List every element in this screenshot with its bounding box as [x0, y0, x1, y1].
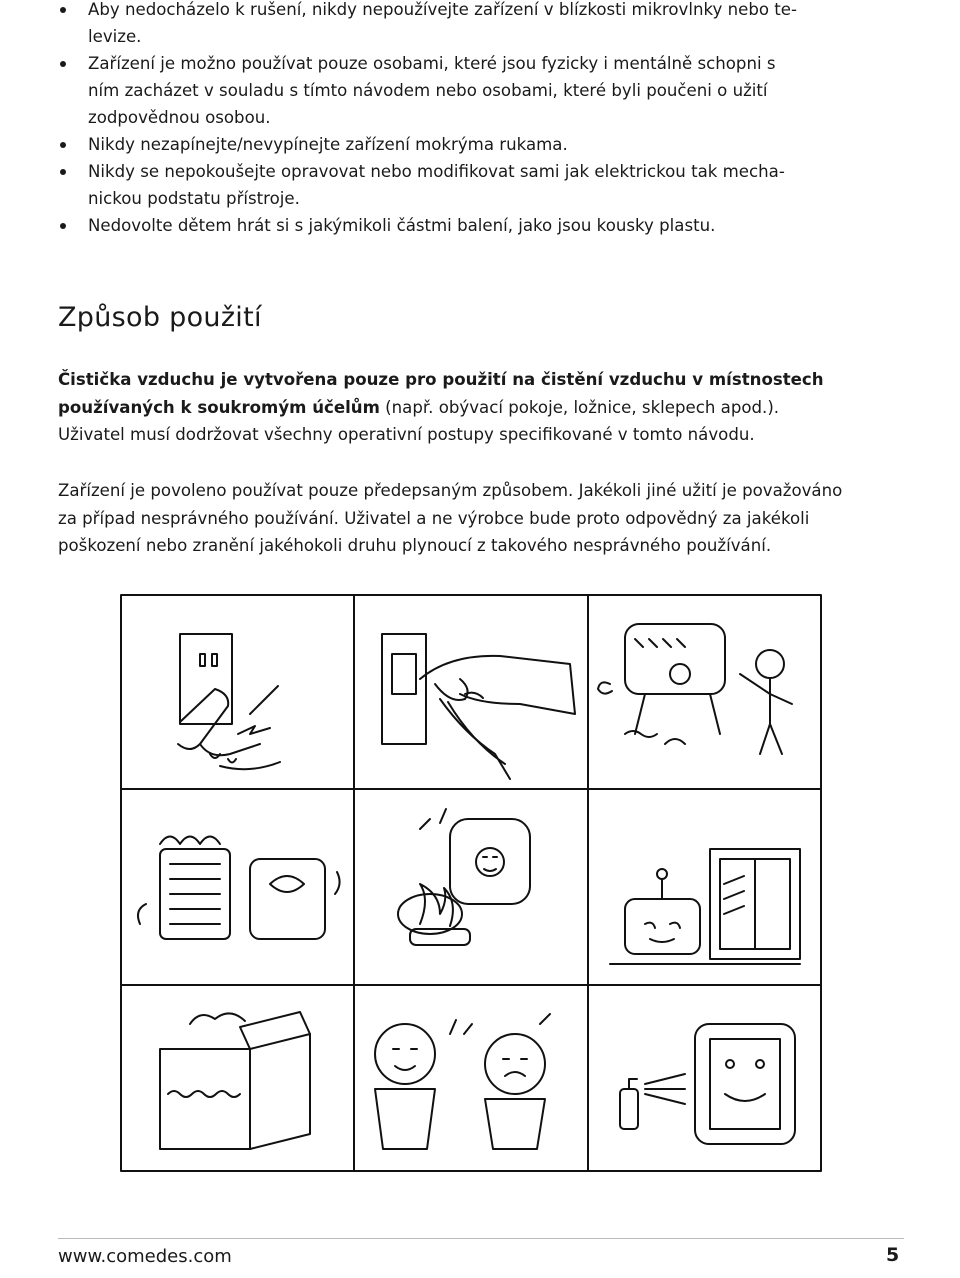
bullet-dot	[60, 7, 66, 13]
intro-bold-text: Čistička vzduchu je vytvořena pouze pro použití na čistění vzduchu v místnostech	[58, 370, 824, 389]
intro-text: Uživatel musí dodržovat všechny operativní postupy specifikované v tomto návodu.	[58, 425, 755, 444]
bullet-item	[58, 50, 898, 131]
warning-illustration-grid	[120, 594, 822, 1172]
bullet-text: Nedovolte dětem hrát si s jakýmikoli částmi balení, jako jsou kousky plastu.	[88, 216, 716, 235]
bullet-dot	[60, 223, 66, 229]
bullet-dot	[60, 169, 66, 175]
section-title: Způsob použití	[58, 302, 262, 333]
bullet-text: Aby nedocházelo k rušení, nikdy nepoužívejte zařízení v blízkosti mikrovlnky nebo te-	[88, 0, 797, 19]
device-covered-icon	[160, 1012, 310, 1149]
usage-text: za případ nesprávného používání. Uživatel a ne výrobce bude proto odpovědný za jakékoli	[58, 508, 810, 528]
intro-paragraph	[58, 366, 918, 449]
usage-text: poškození nebo zranění jakéhokoli druhu plynoucí z takového nesprávného používání.	[58, 536, 772, 555]
device-spray-aerosol-icon	[620, 1024, 795, 1144]
device-near-fire-icon	[398, 809, 530, 945]
bullet-text: levize.	[88, 27, 142, 46]
bullet-item	[58, 212, 898, 239]
child-touching-device-icon	[598, 624, 792, 754]
usage-text: Zařízení je povoleno používat pouze předepsaným způsobem. Jakékoli jiné užití je považováno	[58, 481, 843, 500]
bullet-text: Nikdy se nepokoušejte opravovat nebo modifikovat sami jak elektrickou tak mecha-	[88, 162, 785, 181]
pulling-plug-by-cord-icon	[382, 634, 575, 779]
safety-bullet-list	[58, 0, 898, 239]
bullet-text: zodpovědnou osobou.	[88, 108, 271, 127]
bullet-item	[58, 131, 898, 158]
usage-paragraph	[58, 477, 918, 560]
footer-url: www.comedes.com	[58, 1246, 232, 1267]
device-water-spill-icon	[375, 1014, 550, 1149]
bullet-item	[58, 158, 898, 212]
bullet-dot	[60, 61, 66, 67]
intro-bold-text: používaných k soukromým účelům	[58, 397, 380, 417]
bullet-text: Nikdy nezapínejte/nevypínejte zařízení mokrýma rukama.	[88, 135, 568, 154]
bullet-item	[58, 0, 898, 50]
bullet-text: ním zacházet v souladu s tímto návodem nebo osobami, které byli poučeni o užití	[88, 81, 768, 100]
wet-hands-plug-icon	[178, 634, 280, 769]
bullet-dot	[60, 142, 66, 148]
page-number: 5	[886, 1244, 900, 1266]
device-near-open-window-icon	[610, 849, 800, 964]
intro-text: (např. obývací pokoje, ložnice, sklepech apod.).	[379, 397, 780, 417]
footer-divider	[58, 1238, 904, 1239]
bullet-text: Zařízení je možno používat pouze osobami, které jsou fyzicky i mentálně schopni s	[88, 54, 776, 73]
device-near-heat-icon	[138, 837, 340, 940]
bullet-text: nickou podstatu přístroje.	[88, 189, 300, 208]
